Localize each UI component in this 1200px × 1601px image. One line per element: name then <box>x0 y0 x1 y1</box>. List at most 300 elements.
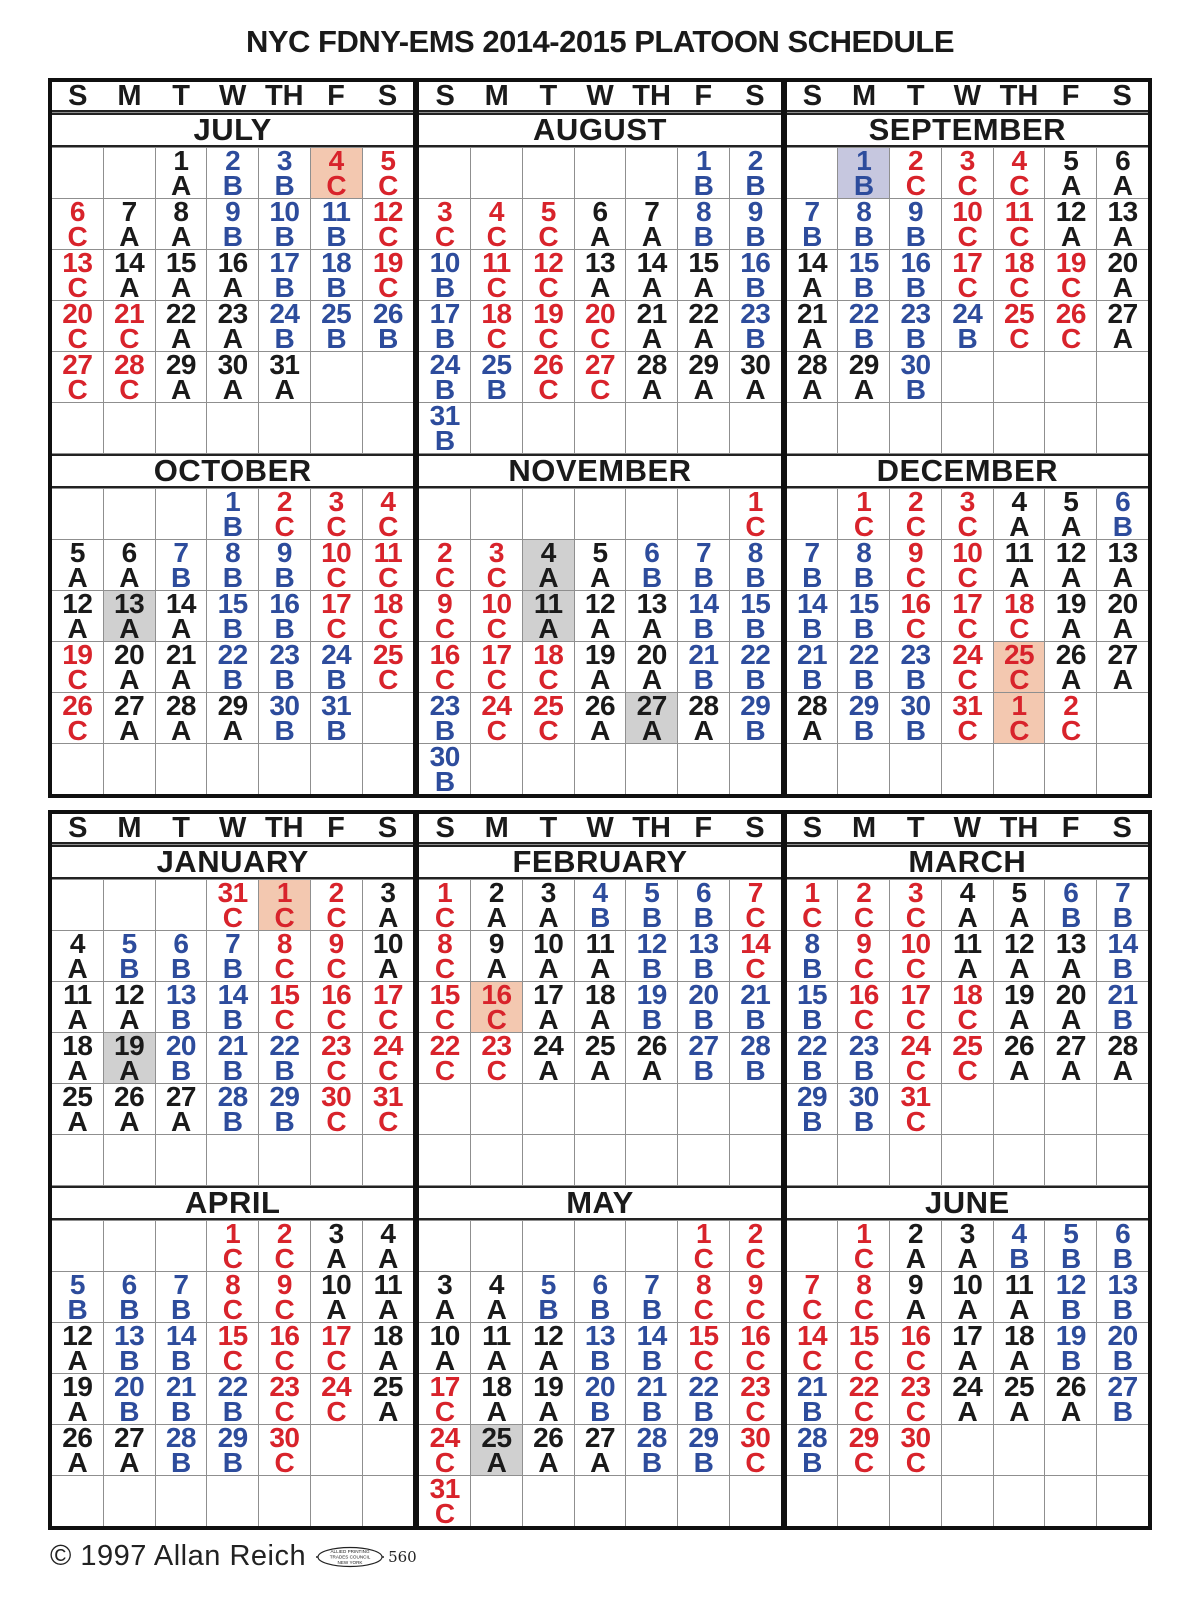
day-number: 4 <box>328 148 344 176</box>
platoon-letter: B <box>905 715 926 743</box>
platoon-letter: B <box>957 323 978 351</box>
day-cell <box>890 540 941 590</box>
day-number: 23 <box>900 301 931 329</box>
empty-cell <box>575 1221 626 1271</box>
day-cell <box>838 982 889 1032</box>
day-number: 18 <box>1003 250 1035 278</box>
platoon-letter: C <box>486 272 507 300</box>
day-number: 20 <box>1055 982 1086 1010</box>
platoon-letter: C <box>905 613 926 641</box>
empty-cell <box>994 1425 1045 1475</box>
platoon-letter: A <box>641 323 662 351</box>
day-number: 21 <box>796 301 828 329</box>
day-number: 30 <box>269 1425 300 1453</box>
day-of-week-label: S <box>377 812 398 844</box>
day-number: 16 <box>848 982 879 1010</box>
platoon-letter: B <box>119 1396 139 1424</box>
day-cell <box>1045 148 1096 198</box>
empty-cell <box>787 1476 838 1526</box>
day-number: 3 <box>328 489 344 517</box>
day-cell <box>838 1221 889 1271</box>
day-cell <box>471 250 522 300</box>
platoon-letter: A <box>171 323 191 351</box>
day-number: 9 <box>747 1272 763 1300</box>
platoon-letter: C <box>745 902 766 930</box>
day-cell <box>575 1272 626 1322</box>
day-number: 10 <box>900 931 931 959</box>
day-cell <box>419 1323 470 1373</box>
day-number: 12 <box>372 199 404 227</box>
day-number: 31 <box>269 352 300 380</box>
platoon-letter: A <box>434 1294 455 1322</box>
day-number: 12 <box>114 982 145 1010</box>
empty-cell <box>523 1084 574 1134</box>
empty-cell <box>311 403 362 453</box>
day-number: 2 <box>225 148 241 176</box>
platoon-letter: A <box>538 1004 559 1032</box>
platoon-letter: C <box>1060 715 1081 743</box>
day-cell <box>311 250 362 300</box>
empty-cell <box>471 148 522 198</box>
day-cell <box>575 693 626 743</box>
day-cell <box>730 1033 781 1083</box>
day-cell <box>838 693 889 743</box>
platoon-letter: C <box>486 221 507 249</box>
platoon-letter: A <box>378 1396 398 1424</box>
day-number: 30 <box>900 352 931 380</box>
empty-cell <box>994 1476 1045 1526</box>
day-cell <box>523 591 574 641</box>
day-cell <box>471 1425 522 1475</box>
day-number: 1 <box>225 489 241 517</box>
platoon-letter: C <box>1009 323 1029 351</box>
day-cell <box>678 301 729 351</box>
day-number: 18 <box>952 982 983 1010</box>
day-cell <box>1045 642 1096 692</box>
platoon-letter: B <box>693 953 714 981</box>
platoon-letter: B <box>222 1004 243 1032</box>
day-cell <box>1045 301 1096 351</box>
platoon-letter: B <box>538 1294 559 1322</box>
day-cell <box>207 1033 258 1083</box>
day-number: 3 <box>540 880 556 908</box>
platoon-letter: C <box>434 1004 455 1032</box>
platoon-letter: B <box>326 272 347 300</box>
platoon-letter: A <box>538 1396 559 1424</box>
day-number: 20 <box>62 301 93 329</box>
platoon-letter: C <box>486 715 507 743</box>
day-number: 9 <box>225 199 241 227</box>
day-number: 6 <box>1115 148 1131 176</box>
platoon-letter: B <box>802 221 822 249</box>
day-of-week-label: F <box>1061 80 1080 112</box>
platoon-letter: B <box>693 1055 714 1083</box>
platoon-letter: C <box>957 1055 978 1083</box>
day-cell <box>575 591 626 641</box>
day-number: 6 <box>121 1272 137 1300</box>
day-cell <box>1097 489 1148 539</box>
empty-cell <box>156 1135 207 1185</box>
day-number: 24 <box>429 1425 460 1453</box>
platoon-letter: A <box>326 1243 347 1271</box>
platoon-letter: A <box>1112 562 1133 590</box>
empty-cell <box>678 744 729 794</box>
day-of-week-label: M <box>117 812 142 844</box>
day-of-week-label: S <box>377 80 398 112</box>
day-cell <box>890 250 941 300</box>
day-cell <box>156 352 207 402</box>
day-number: 28 <box>740 1033 771 1061</box>
day-number: 29 <box>848 1425 879 1453</box>
day-cell <box>994 540 1045 590</box>
month-title: SEPTEMBER <box>787 113 1148 147</box>
day-cell <box>419 591 470 641</box>
platoon-letter: C <box>1009 221 1029 249</box>
platoon-letter: A <box>853 374 874 402</box>
platoon-letter: B <box>434 323 455 351</box>
day-cell <box>1045 982 1096 1032</box>
day-number: 2 <box>908 148 924 176</box>
platoon-letter: C <box>957 272 978 300</box>
platoon-letter: B <box>641 1004 662 1032</box>
empty-cell <box>363 1425 414 1475</box>
day-cell <box>419 250 470 300</box>
empty-cell <box>104 148 155 198</box>
empty-cell <box>942 352 993 402</box>
day-cell <box>523 1272 574 1322</box>
platoon-letter: C <box>274 1447 295 1475</box>
day-cell <box>471 1374 522 1424</box>
day-cell <box>259 1033 310 1083</box>
day-cell <box>1045 880 1096 930</box>
platoon-letter: C <box>957 1004 978 1032</box>
platoon-letter: C <box>326 953 347 981</box>
day-number: 11 <box>1004 199 1034 227</box>
day-cell <box>838 199 889 249</box>
day-cell <box>890 301 941 351</box>
platoon-letter: A <box>1009 1055 1029 1083</box>
day-number: 17 <box>952 591 983 619</box>
day-cell <box>363 1084 414 1134</box>
empty-cell <box>52 880 103 930</box>
platoon-letter: A <box>693 272 714 300</box>
platoon-letter: A <box>1060 170 1081 198</box>
day-number: 22 <box>796 1033 828 1061</box>
empty-cell <box>52 1476 103 1526</box>
day-cell <box>942 1323 993 1373</box>
day-number: 26 <box>584 693 616 721</box>
day-number: 13 <box>1107 199 1138 227</box>
empty-cell <box>104 1476 155 1526</box>
day-cell <box>52 1425 103 1475</box>
platoon-letter: A <box>590 1004 610 1032</box>
day-number: 28 <box>796 693 828 721</box>
day-cell <box>730 1425 781 1475</box>
day-number: 26 <box>114 1084 145 1112</box>
empty-cell <box>471 1084 522 1134</box>
day-cell <box>787 1374 838 1424</box>
day-of-week-label: F <box>694 80 713 112</box>
platoon-letter: C <box>957 562 978 590</box>
day-number: 16 <box>900 1323 931 1351</box>
platoon-letter: A <box>905 1294 926 1322</box>
platoon-letter: B <box>802 562 822 590</box>
platoon-letter: A <box>486 1345 507 1373</box>
day-cell <box>1045 1221 1096 1271</box>
empty-cell <box>52 403 103 453</box>
empty-cell <box>626 489 677 539</box>
day-cell <box>1045 931 1096 981</box>
day-cell <box>311 301 362 351</box>
month-title: JULY <box>52 113 413 147</box>
platoon-letter: A <box>538 1055 559 1083</box>
empty-cell <box>471 403 522 453</box>
empty-cell <box>575 1084 626 1134</box>
platoon-letter: C <box>905 1004 926 1032</box>
day-number: 5 <box>540 1272 556 1300</box>
day-cell <box>575 1323 626 1373</box>
day-cell <box>1097 1323 1148 1373</box>
day-number: 11 <box>63 982 92 1010</box>
day-number: 8 <box>695 199 712 227</box>
day-number: 11 <box>533 591 563 619</box>
empty-cell <box>787 744 838 794</box>
platoon-letter: A <box>486 1447 507 1475</box>
platoon-letter: B <box>802 1106 822 1134</box>
platoon-letter: B <box>222 562 243 590</box>
day-cell <box>471 642 522 692</box>
platoon-letter: C <box>434 1396 455 1424</box>
day-number: 23 <box>900 1374 931 1402</box>
month-column <box>781 82 1148 794</box>
day-number: 19 <box>372 250 404 278</box>
day-cell <box>942 1374 993 1424</box>
empty-cell <box>942 744 993 794</box>
platoon-letter: A <box>67 613 88 641</box>
platoon-letter: C <box>434 1498 455 1526</box>
day-number: 6 <box>592 199 608 227</box>
day-cell <box>259 352 310 402</box>
day-cell <box>942 148 993 198</box>
day-cell <box>311 591 362 641</box>
day-cell <box>523 693 574 743</box>
day-number: 9 <box>276 540 292 568</box>
day-number: 6 <box>1115 489 1131 517</box>
empty-cell <box>259 1135 310 1185</box>
platoon-letter: B <box>745 1004 766 1032</box>
day-number: 29 <box>269 1084 300 1112</box>
day-cell <box>626 591 677 641</box>
platoon-letter: C <box>905 511 926 539</box>
platoon-letter: C <box>274 902 295 930</box>
day-cell <box>575 1033 626 1083</box>
day-number: 15 <box>688 250 719 278</box>
day-number: 19 <box>1055 1323 1086 1351</box>
empty-cell <box>1045 1476 1096 1526</box>
platoon-letter: C <box>853 1345 874 1373</box>
day-cell <box>575 1374 626 1424</box>
day-number: 16 <box>269 591 300 619</box>
platoon-letter: B <box>745 715 766 743</box>
day-number: 6 <box>1115 1221 1131 1249</box>
day-cell <box>890 1084 941 1134</box>
empty-cell <box>890 1135 941 1185</box>
day-number: 16 <box>740 250 771 278</box>
day-cell <box>471 199 522 249</box>
day-number: 17 <box>952 250 983 278</box>
day-cell <box>838 1425 889 1475</box>
platoon-letter: B <box>1060 1345 1081 1373</box>
day-cell <box>259 1323 310 1373</box>
day-number: 1 <box>695 1221 712 1249</box>
day-number: 3 <box>959 489 975 517</box>
day-cell <box>890 1272 941 1322</box>
platoon-letter: C <box>1009 170 1029 198</box>
platoon-letter: C <box>67 221 88 249</box>
platoon-letter: A <box>486 902 507 930</box>
day-cell <box>363 199 414 249</box>
empty-cell <box>104 403 155 453</box>
platoon-letter: A <box>119 664 139 692</box>
empty-cell <box>259 744 310 794</box>
platoon-letter: A <box>119 272 139 300</box>
platoon-letter: B <box>693 1396 714 1424</box>
empty-cell <box>363 403 414 453</box>
platoon-letter: A <box>641 613 662 641</box>
day-of-week-label: T <box>539 812 558 844</box>
empty-cell <box>1045 744 1096 794</box>
day-number: 7 <box>804 199 820 227</box>
day-number: 28 <box>217 1084 248 1112</box>
platoon-letter: C <box>434 902 455 930</box>
day-cell <box>523 250 574 300</box>
platoon-letter: A <box>67 1055 88 1083</box>
day-number: 5 <box>1011 880 1027 908</box>
day-number: 16 <box>740 1323 771 1351</box>
platoon-letter: C <box>274 1396 295 1424</box>
calendar-table-2015 <box>48 810 1152 1530</box>
platoon-letter: A <box>171 613 191 641</box>
day-number: 28 <box>114 352 145 380</box>
empty-cell <box>942 1425 993 1475</box>
day-number: 20 <box>114 1374 145 1402</box>
day-cell <box>207 250 258 300</box>
day-cell <box>626 1323 677 1373</box>
empty-cell <box>419 1135 470 1185</box>
day-cell <box>419 931 470 981</box>
day-cell <box>1097 1033 1148 1083</box>
day-number: 6 <box>644 540 660 568</box>
day-number: 9 <box>908 540 924 568</box>
empty-cell <box>787 1135 838 1185</box>
day-number: 18 <box>372 591 404 619</box>
day-cell <box>419 540 470 590</box>
day-number: 30 <box>269 693 300 721</box>
day-cell <box>787 199 838 249</box>
platoon-letter: C <box>905 1345 926 1373</box>
platoon-letter: B <box>802 1055 822 1083</box>
day-number: 13 <box>62 250 93 278</box>
day-cell <box>52 1084 103 1134</box>
day-cell <box>156 250 207 300</box>
platoon-letter: A <box>905 1243 926 1271</box>
platoon-letter: C <box>693 1243 714 1271</box>
day-number: 13 <box>584 1323 616 1351</box>
day-cell <box>207 301 258 351</box>
month-title: NOVEMBER <box>419 454 780 488</box>
day-number: 29 <box>688 352 719 380</box>
day-of-week-header-row <box>419 814 780 844</box>
platoon-letter: A <box>957 1243 978 1271</box>
day-cell <box>523 880 574 930</box>
day-cell <box>994 693 1045 743</box>
day-of-week-label: W <box>586 812 614 844</box>
day-cell <box>363 1272 414 1322</box>
day-number: 1 <box>276 880 292 908</box>
empty-cell <box>730 1476 781 1526</box>
platoon-letter: A <box>1009 953 1029 981</box>
day-number: 26 <box>533 1425 564 1453</box>
day-cell <box>838 1272 889 1322</box>
day-number: 27 <box>688 1033 719 1061</box>
platoon-letter: A <box>802 272 822 300</box>
day-of-week-label: M <box>484 80 509 112</box>
day-cell <box>471 540 522 590</box>
platoon-letter: C <box>853 1294 874 1322</box>
day-number: 12 <box>533 250 564 278</box>
empty-cell <box>523 1476 574 1526</box>
day-cell <box>890 591 941 641</box>
platoon-letter: C <box>326 511 347 539</box>
day-cell <box>104 250 155 300</box>
day-cell <box>994 982 1045 1032</box>
platoon-letter: C <box>590 374 610 402</box>
day-cell <box>156 1323 207 1373</box>
day-number: 19 <box>533 301 564 329</box>
day-cell <box>104 982 155 1032</box>
day-cell <box>678 591 729 641</box>
platoon-letter: B <box>274 613 295 641</box>
platoon-letter: C <box>1060 323 1081 351</box>
day-cell <box>994 199 1045 249</box>
day-number: 9 <box>908 1272 924 1300</box>
day-cell <box>626 1425 677 1475</box>
day-cell <box>52 982 103 1032</box>
platoon-letter: B <box>1060 1243 1081 1271</box>
empty-cell <box>156 1221 207 1271</box>
day-of-week-header-row <box>419 82 780 112</box>
day-cell <box>838 489 889 539</box>
day-number: 4 <box>1011 489 1027 517</box>
platoon-letter: C <box>378 511 398 539</box>
union-bug-icon <box>316 1545 384 1569</box>
day-number: 23 <box>848 1033 879 1061</box>
day-number: 18 <box>372 1323 404 1351</box>
page-title: NYC FDNY-EMS 2014-2015 PLATOON SCHEDULE <box>245 24 955 59</box>
day-of-week-label: S <box>745 80 765 112</box>
day-cell <box>52 931 103 981</box>
day-number: 18 <box>533 642 564 670</box>
day-cell <box>942 250 993 300</box>
day-number: 28 <box>636 1425 667 1453</box>
day-number: 27 <box>584 1425 616 1453</box>
month-title: AUGUST <box>419 113 780 147</box>
day-number: 18 <box>62 1033 93 1061</box>
platoon-letter: C <box>745 1294 766 1322</box>
day-cell <box>678 199 729 249</box>
platoon-letter: A <box>802 323 822 351</box>
platoon-letter: C <box>957 511 978 539</box>
